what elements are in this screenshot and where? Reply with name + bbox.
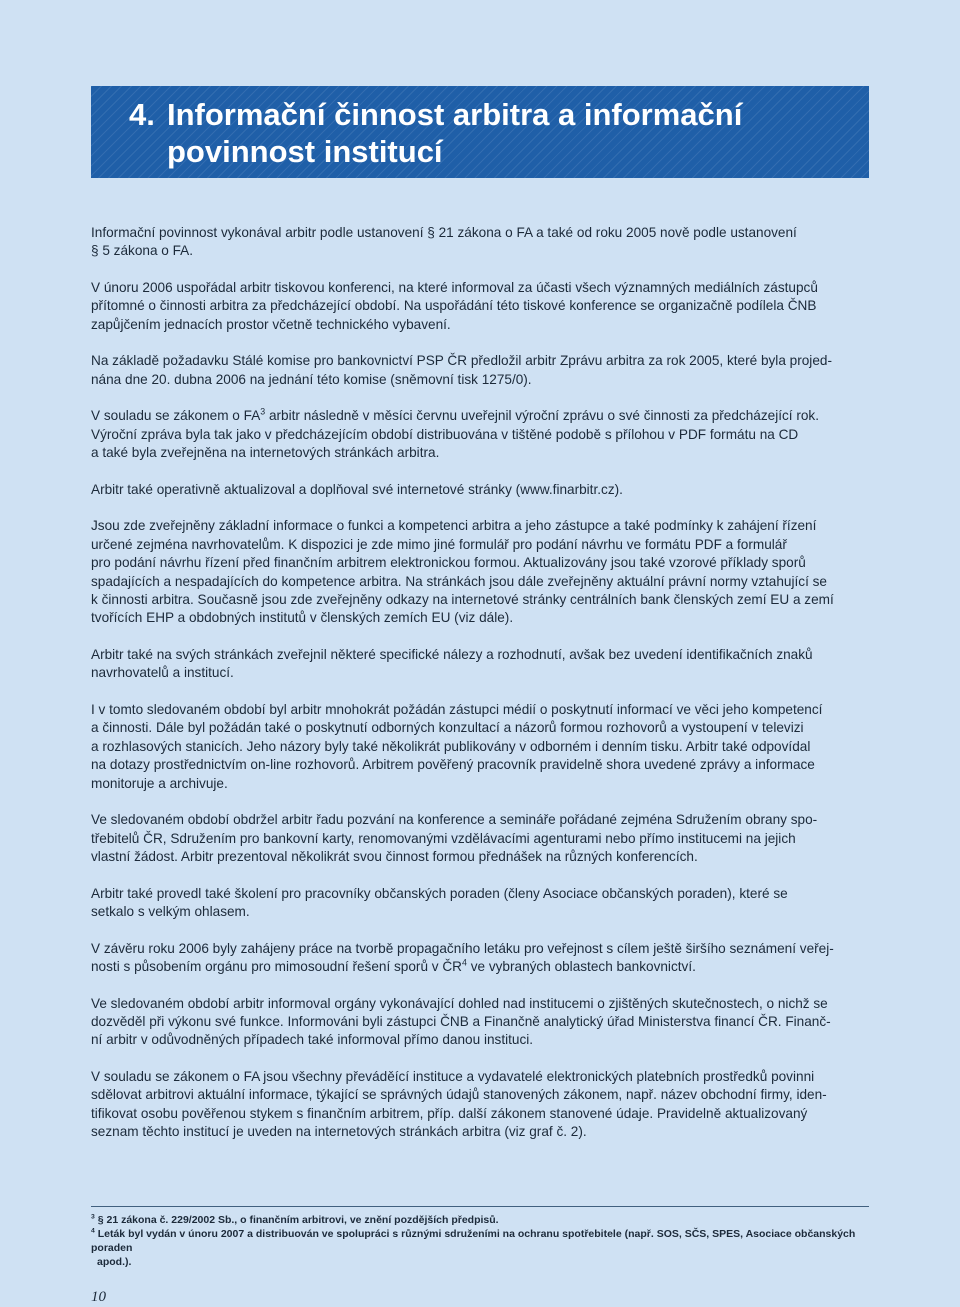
text-line: § 5 zákona o FA. — [91, 243, 194, 259]
text-segment: nosti s působením orgánu pro mimosoudní řešení sporů v ČR — [91, 959, 462, 975]
text-line: Arbitr také na svých stránkách zveřejnil některé specifické nálezy a rozhodnutí, avšak bez uvedení identifikačních znaků — [91, 647, 813, 663]
text-line: V závěru roku 2006 byly zahájeny práce na tvorbě propagačního letáku pro veřejnost s cílem ještě širšího seznámení veřej- — [91, 940, 834, 956]
text-line — [91, 407, 869, 425]
text-line: Výroční zpráva byla tak jako v předcházejícím období distribuována v tištěné podobě s přílohou v PDF formátu na CD — [91, 426, 799, 442]
text-line: Arbitr také operativně aktualizoval a doplňoval své internetové stránky (www.finarbitr.cz). — [91, 481, 623, 497]
paragraph-12 — [91, 995, 869, 1050]
text-line: Jsou zde zveřejněny základní informace o funkci a kompetenci arbitra a jeho zástupce a také podmínky k zahájení řízení — [91, 518, 817, 534]
text-line: tvořících EHP a obdobných institutů v členských zemích EU (viz dále). — [91, 610, 514, 626]
text-segment: ve vybraných oblastech bankovnictví. — [466, 959, 696, 975]
paragraph-6 — [91, 517, 869, 627]
paragraph-11 — [91, 940, 869, 977]
chapter-title-line-2: povinnost institucí — [167, 134, 443, 169]
text-line: sdělovat arbitrovi aktuální informace, týkající se správných údajů stanovených zákonem, např. název obchodní firmy, iden- — [91, 1087, 827, 1103]
text-line: a činnosti. Dále byl požádán také o poskytnutí odborných konzultací a názorů formou rozhovorů a vystoupení v televizi — [91, 720, 804, 736]
text-line: Arbitr také provedl také školení pro pracovníky občanských poraden (členy Asociace občanských poraden), které se — [91, 885, 788, 901]
text-line: a také byla zveřejněna na internetových stránkách arbitra. — [91, 445, 440, 461]
text-line: Ve sledovaném období obdržel arbitr řadu pozvání na konference a semináře pořádané zejména Sdružením obrany spo- — [91, 812, 818, 828]
text-line: I v tomto sledovaném období byl arbitr mnohokrát požádán zástupci médií o poskytnutí informací ve věci jeho kompetencí — [91, 702, 823, 718]
paragraph-7 — [91, 646, 869, 683]
text-line: Informační povinnost vykonával arbitr podle ustanovení § 21 zákona o FA a také od roku 2005 nově podle ustanovení — [91, 225, 797, 240]
text-line: a rozhlasových stanicích. Jeho názory byly také několikrát publikovány v odborném i denním tisku. Arbitr také odpovídal — [91, 738, 811, 754]
footnote-4 — [91, 1227, 869, 1269]
text-line: seznam těchto institucí je uveden na internetových stránkách arbitra (viz graf č. 2). — [91, 1124, 587, 1140]
text-line — [91, 958, 869, 976]
chapter-title — [129, 96, 869, 170]
text-segment: V souladu se zákonem o FA — [91, 408, 261, 424]
footnote-line: apod.). — [97, 1256, 132, 1268]
footnote-divider — [91, 1206, 869, 1207]
paragraph-13 — [91, 1068, 869, 1142]
text-line: navrhovatelů a institucí. — [91, 665, 234, 681]
chapter-number: 4. — [129, 97, 155, 132]
text-line: pro podání návrhu řízení před finančním arbitrem elektronickou formou. Aktualizovány jsou také vzorové příklady sporů — [91, 555, 806, 571]
text-line: V souladu se zákonem o FA jsou všechny převáděící instituce a vydavatelé elektronických platebních prostředků povinni — [91, 1069, 815, 1085]
chapter-header — [91, 86, 869, 178]
footnote-3 — [91, 1213, 869, 1227]
text-line: dozvěděl při výkonu své funkce. Informováni byli zástupci ČNB a Finančně analytický úřad Ministerstva financí ČR. Finanč- — [91, 1014, 831, 1030]
text-line: ní arbitr v odůvodněných případech také informoval přímo danou instituci. — [91, 1032, 534, 1048]
text-line: spadajících a nespadajících do kompetence arbitra. Na stránkách jsou dále zveřejněny aktuální právní normy vztahující se — [91, 573, 827, 589]
text-line: V únoru 2006 uspořádal arbitr tiskovou konferenci, na které informoval za účasti všech významných mediálních zástupců — [91, 280, 818, 295]
paragraph-2 — [91, 279, 869, 334]
text-line: vlastní žádost. Arbitr prezentoval několikrát svou činnost formou přednášek na různých konferencích. — [91, 849, 698, 865]
footnote-line — [91, 1227, 869, 1255]
footnote-ref-3: 3 — [260, 406, 266, 417]
text-line: Na základě požadavku Stálé komise pro bankovnictví PSP ČR předložil arbitr Zprávu arbitra za rok 2005, které byla projed- — [91, 353, 832, 369]
footnote-ref-4: 4 — [462, 957, 467, 968]
footnote-text: § 21 zákona č. 229/2002 Sb., o finančním arbitrovi, ve znění pozdějších předpisů. — [97, 1214, 499, 1226]
paragraph-1 — [91, 224, 869, 261]
text-line: k činnosti arbitra. Současně jsou zde zveřejněny odkazy na internetové stránky centrálních bank členských zemí EU a zemí — [91, 592, 834, 608]
paragraph-9 — [91, 811, 869, 866]
footnote-mark: 4 — [91, 1227, 95, 1235]
chapter-title-line-1: Informační činnost arbitra a informační — [167, 97, 743, 132]
paragraph-3 — [91, 352, 869, 389]
text-line: na dotazy prostřednictvím on-line rozhovorů. Arbitrem pověřený pracovník pravidelně shora uvedené zprávy a informace — [91, 757, 815, 773]
paragraph-4 — [91, 407, 869, 462]
paragraph-8 — [91, 701, 869, 793]
footnote-text: Leták byl vydán v únoru 2007 a distribuován ve spolupráci s různými sdruženími na ochranu spotřebitele (např. SOS, SČS, SPES, Asociace občanských poraden — [91, 1228, 856, 1254]
footnote-line — [91, 1213, 869, 1227]
text-line: Ve sledovaném období arbitr informoval orgány vykonávající dohled nad institucemi o zjištěných skutečnostech, o nichž se — [91, 995, 828, 1011]
text-segment: arbitr následně v měsíci červnu uveřejnil výroční zprávu o své činnosti za předcházející rok. — [265, 408, 820, 424]
page-number: 10 — [91, 1289, 106, 1305]
paragraph-10 — [91, 885, 869, 922]
text-line: zapůjčením jednacích prostor včetně technického vybavení. — [91, 316, 451, 332]
text-line: přítomné o činnosti arbitra za předcházející období. Na uspořádání této tiskové konference se organizačně podílela ČNB — [91, 298, 817, 314]
footnotes — [91, 1213, 869, 1269]
body-text — [91, 224, 869, 1160]
text-line: určené zejména navrhovatelům. K dispozici je zde mimo jiné formulář pro podání návrhu ve formátu PDF a formulář — [91, 536, 787, 552]
text-line: tifikovat osobu pověřenou stykem s finančním arbitrem, příp. další zákonem stanovené údaje. Pravidelně aktualizovaný — [91, 1105, 808, 1121]
text-line: setkalo s velkým ohlasem. — [91, 904, 250, 920]
footnote-mark: 3 — [91, 1213, 95, 1221]
text-line: nána dne 20. dubna 2006 na jednání této komise (sněmovní tisk 1275/0). — [91, 371, 532, 387]
text-line: třebitelů ČR, Sdružením pro bankovní karty, renomovanými vzdělávacími agenturami nebo přímo institucemi na jejich — [91, 830, 796, 846]
text-line: monitoruje a archivuje. — [91, 775, 228, 791]
paragraph-5 — [91, 481, 869, 499]
